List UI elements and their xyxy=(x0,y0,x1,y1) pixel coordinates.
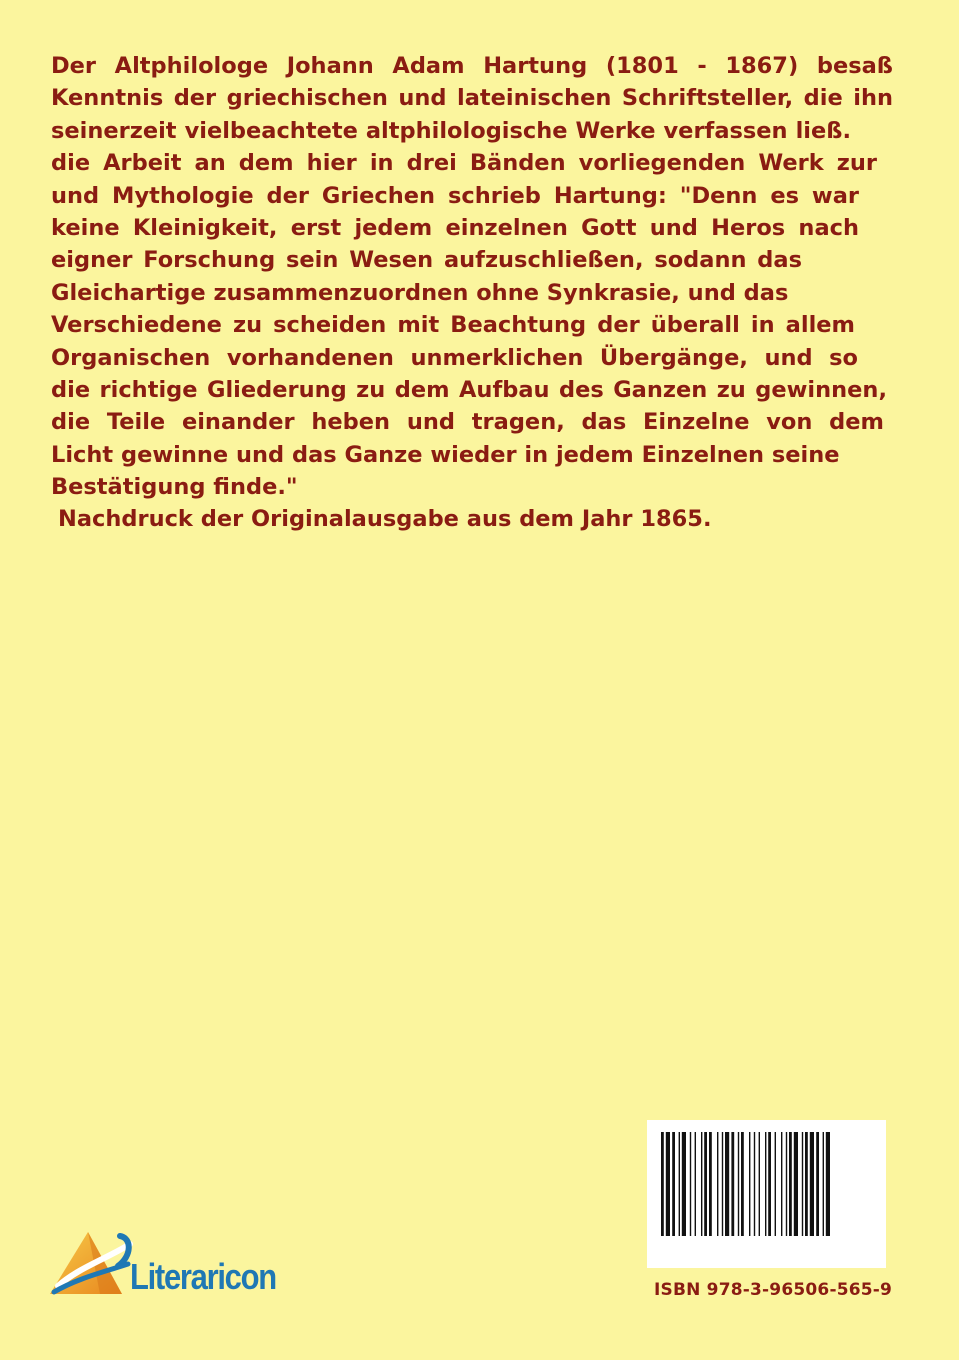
blurb-line: die Teile einander heben und tragen, das Einzelne von dem xyxy=(51,409,884,436)
blurb-line: Bestätigung finde." xyxy=(51,474,298,501)
publisher-name: Literaricon xyxy=(130,1256,276,1297)
pyramid-logo-icon xyxy=(48,1228,138,1300)
blurb-line: eigner Forschung sein Wesen aufzuschließen, sodann das xyxy=(51,247,802,274)
blurb-line: Der Altphilologe Johann Adam Hartung (1801 - 1867) besaß xyxy=(51,53,893,79)
blurb-line: und Mythologie der Griechen schrieb Hartung: "Denn es war xyxy=(51,182,859,209)
blurb-line: Kenntnis der griechischen und lateinischen Schriftsteller, die ihn xyxy=(51,85,893,112)
blurb-line: Licht gewinne und das Ganze wieder in jedem Einzelnen seine xyxy=(51,441,840,468)
isbn-number: ISBN 978-3-96506-565-9 xyxy=(654,1280,893,1300)
isbn-barcode xyxy=(647,1120,886,1268)
blurb-line: seinerzeit vielbeachtete altphilologische Werke verfassen ließ. xyxy=(51,117,851,144)
reprint-note: Nachdruck der Originalausgabe aus dem Jahr 1865. xyxy=(58,506,712,533)
blurb-line: keine Kleinigkeit, erst jedem einzelnen Gott und Heros nach xyxy=(51,214,859,241)
blurb-line: die richtige Gliederung zu dem Aufbau des Ganzen zu gewinnen, xyxy=(51,376,887,403)
blurb-line: Organischen vorhandenen unmerklichen Übergänge, und so xyxy=(51,344,858,371)
blurb-line: Verschiedene zu scheiden mit Beachtung der überall in allem xyxy=(51,312,855,339)
back-cover-blurb xyxy=(51,50,893,536)
publisher-logo xyxy=(48,1228,308,1300)
blurb-line: Gleichartige zusammenzuordnen ohne Synkrasie, und das xyxy=(51,279,789,306)
barcode-bars xyxy=(659,1132,875,1250)
blurb-line: die Arbeit an dem hier in drei Bänden vorliegenden Werk zur xyxy=(51,150,877,177)
